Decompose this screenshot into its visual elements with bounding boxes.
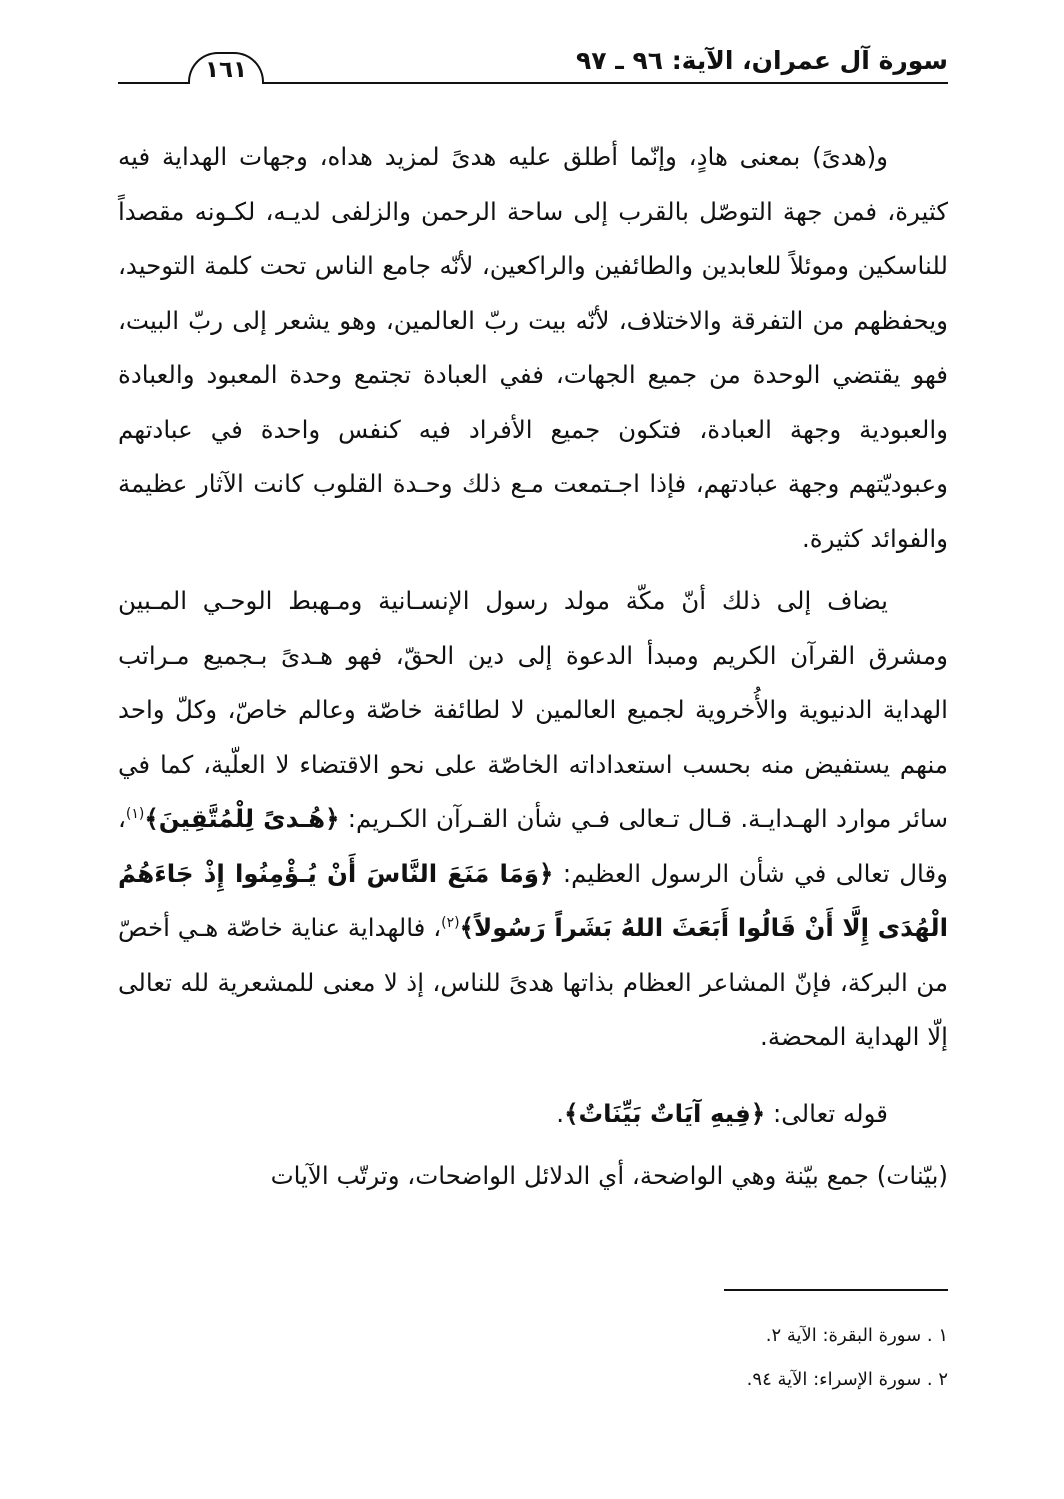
footnotes bbox=[118, 1314, 948, 1402]
footnote-separator bbox=[724, 1289, 948, 1291]
footnote-2: ٢ . سورة الإسراء: الآية ٩٤. bbox=[746, 1369, 948, 1390]
footnote-ref-2[interactable]: (٢) bbox=[441, 914, 460, 931]
section-gap bbox=[118, 1065, 948, 1087]
quran-verse-1: ﴿هُـدىً لِلْمُتَّقِينَ﴾ bbox=[144, 804, 340, 833]
paragraph-3-text-b: . bbox=[556, 1098, 565, 1128]
main-text bbox=[118, 130, 948, 1204]
quran-verse-3: ﴿فِيهِ آيَاتٌ بَيِّنَاتٌ﴾ bbox=[564, 1098, 766, 1128]
page-number: ١٦١ bbox=[188, 52, 264, 84]
paragraph-1: و(هدىً) بمعنى هادٍ، وإنّما أطلق عليه هدىً لمزيد هداه، وجهات الهداية فيه كثيرة، فمن جهة التوصّل بالقرب إلى ساحة الرحمن والزلفى لديـه، لكـونه مقصداً للناسكين وموئلاً للعابدين والطائفين والراكعين، لأنّه جامع الناس تحت كلمة التوحيد، ويحفظهم من التفرقة والاختلاف، لأنّه بيت ربّ العالمين، وهو يشعر إلى ربّ البيت، فهو يقتضي الوحدة من جميع الجهات، ففي العبادة تجتمع وحدة المعبود والعبادة والعبودية وجهة العبادة، فتكون جميع الأفراد فيه كنفس واحدة في عبادتهم وعبوديّتهم وجهة عبادتهم، فإذا اجـتمعت مـع ذلك وحـدة القلوب كانت الآثار عظيمة والفوائد كثيرة. bbox=[118, 142, 948, 553]
paragraph-3-text-a: قوله تعالى: bbox=[765, 1098, 888, 1128]
paragraph-3 bbox=[118, 1087, 948, 1142]
footnote-ref-1[interactable]: (١) bbox=[125, 805, 145, 822]
paragraph-2 bbox=[118, 574, 948, 1065]
running-title: سورة آل عمران، الآية: ٩٦ ـ ٩٧ bbox=[575, 46, 948, 75]
paragraph-2-text-a: يضاف إلى ذلك أنّ مكّة مولد رسول الإنسـانية ومـهبط الوحـي المـبين ومشرق القرآن الكريم ومبدأ الدعوة إلى دين الحقّ، فهو هـدىً بـجميع مـراتب الهداية الدنيوية والأُخروية لجميع العالمين لا لطائفة خاصّة وعالم خاصّ، وكلّ واحد منهم يستفيض منه بحسب استعداداته الخاصّة على نحو الاقتضاء لا العلّية، كما في سائر موارد الهـدايـة. قـال تـعالى فـي شأن القـرآن الكـريم: bbox=[118, 586, 948, 833]
footnote-1: ١ . سورة البقرة: الآية ٢. bbox=[765, 1325, 948, 1346]
paragraph-2-text-b: ، وقال تعالى في شأن الرسول العظيم: bbox=[118, 804, 948, 888]
paragraph-2-text-c: ، فالهداية عناية خاصّة هـي أخصّ من البركة، فإنّ المشاعر العظام بذاتها هدىً للناس، إذ لا معنى للمشعرية لله تعالى إلّا الهداية المحضة. bbox=[118, 913, 948, 1051]
paragraph-4: (بيّنات) جمع بيّنة وهي الواضحة، أي الدلائل الواضحات، وترتّب الآيات bbox=[270, 1161, 948, 1190]
page-header bbox=[118, 38, 948, 98]
quran-verse-2: ﴿وَمَا مَنَعَ النَّاسَ أَنْ يُـؤْمِنُوا إِذْ جَاءَهُمُ الْهُدَى إِلَّا أَنْ قَالُوا أَبَعَثَ اللهُ بَشَراً رَسُولاً﴾ bbox=[118, 858, 948, 942]
